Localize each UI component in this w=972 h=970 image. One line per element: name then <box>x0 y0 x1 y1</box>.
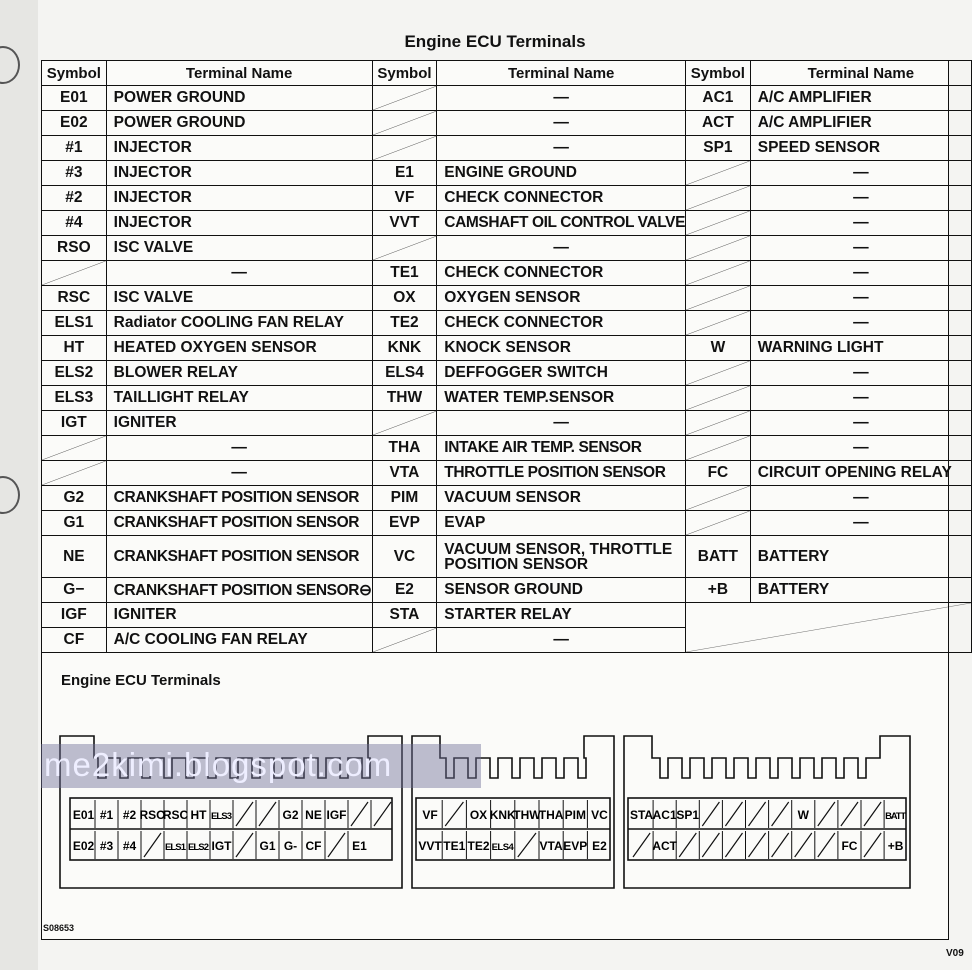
unused-pin-slash <box>518 833 536 857</box>
table-row <box>42 578 972 603</box>
table-row <box>42 536 972 578</box>
symbol-cell: VVT <box>372 211 437 236</box>
terminal-name-cell: — <box>106 436 372 461</box>
symbol-cell: E02 <box>42 111 107 136</box>
symbol-cell: EVP <box>372 511 437 536</box>
pin-label: ELS1 <box>165 842 186 853</box>
pin-label: RSO <box>139 808 166 822</box>
pin-label: VC <box>591 808 608 822</box>
pin-label: EVP <box>563 839 588 853</box>
symbol-cell: #3 <box>42 161 107 186</box>
pin-label: FC <box>841 839 858 853</box>
terminal-name-cell: ISC VALVE <box>106 236 372 261</box>
pin-label: KNK <box>489 808 516 822</box>
symbol-cell: FC <box>686 461 751 486</box>
symbol-cell: CF <box>42 628 107 653</box>
unused-slash <box>686 511 750 535</box>
symbol-cell: STA <box>372 603 437 628</box>
unused-slash <box>686 486 750 510</box>
terminal-name-cell: INTAKE AIR TEMP. SENSOR <box>437 436 686 461</box>
terminal-name-cell: — <box>437 86 686 111</box>
symbol-cell: NE <box>42 536 107 578</box>
symbol-cell: ELS2 <box>42 361 107 386</box>
unused-pin-slash <box>749 833 766 857</box>
symbol-cell <box>686 286 751 311</box>
terminal-name-cell: DEFFOGGER SWITCH <box>437 361 686 386</box>
unused-slash <box>686 161 750 185</box>
pin-label: ELS3 <box>211 811 232 822</box>
unused-pin-slash <box>818 802 835 826</box>
page-corner-code: V09 <box>946 948 964 959</box>
symbol-cell: THW <box>372 386 437 411</box>
terminal-name-cell: — <box>750 361 971 386</box>
unused-slash <box>373 86 437 110</box>
unused-pin-slash <box>236 833 253 857</box>
pin-label: BATT <box>885 811 907 822</box>
unused-pin-slash <box>772 833 789 857</box>
unused-pin-slash <box>679 833 696 857</box>
symbol-cell <box>686 186 751 211</box>
symbol-cell: VTA <box>372 461 437 486</box>
symbol-cell: AC1 <box>686 86 751 111</box>
unused-slash <box>686 186 750 210</box>
terminal-name-cell: INJECTOR <box>106 161 372 186</box>
terminal-name-cell: — <box>750 411 971 436</box>
pin-label: #1 <box>99 808 114 822</box>
unused-slash <box>686 361 750 385</box>
terminal-name-cell: — <box>750 211 971 236</box>
symbol-cell <box>372 411 437 436</box>
symbol-cell <box>686 261 751 286</box>
diagram-title: Engine ECU Terminals <box>61 672 221 689</box>
symbol-cell <box>372 111 437 136</box>
unused-slash <box>373 628 437 652</box>
terminal-name-cell: ISC VALVE <box>106 286 372 311</box>
symbol-cell <box>686 386 751 411</box>
terminal-name-cell: CRANKSHAFT POSITION SENSOR <box>106 511 372 536</box>
unused-pin-slash <box>445 802 463 826</box>
unused-pin-slash <box>633 833 650 857</box>
terminal-name-cell: — <box>750 436 971 461</box>
unused-pin-slash <box>818 833 835 857</box>
unused-pin-slash <box>144 833 161 857</box>
symbol-cell: E1 <box>372 161 437 186</box>
terminal-name-cell: INJECTOR <box>106 186 372 211</box>
symbol-cell: HT <box>42 336 107 361</box>
pin-label: #2 <box>122 808 137 822</box>
terminal-name-cell: — <box>750 511 971 536</box>
unused-pin-slash <box>236 802 253 826</box>
symbol-cell <box>42 461 107 486</box>
unused-pin-slash <box>702 833 719 857</box>
pin-label: VVT <box>418 839 442 853</box>
terminal-name-cell: POWER GROUND <box>106 86 372 111</box>
terminal-name-cell: STARTER RELAY <box>437 603 686 628</box>
terminal-name-cell: CAMSHAFT OIL CONTROL VALVE <box>437 211 686 236</box>
symbol-cell <box>686 361 751 386</box>
symbol-cell: #2 <box>42 186 107 211</box>
unused-pin-slash <box>864 833 881 857</box>
table-row <box>42 436 972 461</box>
symbol-cell <box>372 136 437 161</box>
terminal-name-cell: — <box>750 186 971 211</box>
terminal-name-cell: A/C AMPLIFIER <box>750 86 971 111</box>
pin-label: IGF <box>326 808 347 822</box>
unused-slash <box>373 111 437 135</box>
pin-label: TE2 <box>467 839 490 853</box>
symbol-cell <box>42 436 107 461</box>
terminal-name-cell: Radiator COOLING FAN RELAY <box>106 311 372 336</box>
unused-slash <box>373 411 437 435</box>
header-terminal-name: Terminal Name <box>106 61 372 86</box>
terminal-name-cell: POWER GROUND <box>106 111 372 136</box>
symbol-cell: IGF <box>42 603 107 628</box>
symbol-cell <box>372 236 437 261</box>
symbol-cell: G1 <box>42 511 107 536</box>
symbol-cell: RSC <box>42 286 107 311</box>
watermark-text: me2kimi.blogspot.com <box>44 746 393 783</box>
symbol-cell <box>372 628 437 653</box>
table-row <box>42 511 972 536</box>
terminal-name-cell: OXYGEN SENSOR <box>437 286 686 311</box>
table-row <box>42 336 972 361</box>
unused-slash <box>686 236 750 260</box>
terminal-name-cell: BLOWER RELAY <box>106 361 372 386</box>
terminal-name-cell: CHECK CONNECTOR <box>437 311 686 336</box>
unused-pin-slash <box>795 833 812 857</box>
symbol-cell: +B <box>686 578 751 603</box>
terminal-name-cell: CHECK CONNECTOR <box>437 186 686 211</box>
terminal-name-cell: INJECTOR <box>106 211 372 236</box>
pin-label: G1 <box>259 839 276 853</box>
unused-slash <box>42 261 106 285</box>
terminal-name-cell: A/C COOLING FAN RELAY <box>106 628 372 653</box>
terminal-name-cell: — <box>750 261 971 286</box>
pin-label: G2 <box>282 808 299 822</box>
pin-label: ELS4 <box>491 842 514 853</box>
pin-label: E1 <box>352 839 367 853</box>
symbol-cell: ACT <box>686 111 751 136</box>
symbol-cell <box>686 511 751 536</box>
header-terminal-name: Terminal Name <box>437 61 686 86</box>
pin-label: W <box>797 808 809 822</box>
unused-slash <box>686 603 971 652</box>
symbol-cell: SP1 <box>686 136 751 161</box>
terminal-name-cell: CIRCUIT OPENING RELAY <box>750 461 971 486</box>
symbol-cell: ELS4 <box>372 361 437 386</box>
symbol-cell: KNK <box>372 336 437 361</box>
symbol-cell: E01 <box>42 86 107 111</box>
pin-label: E2 <box>592 839 607 853</box>
terminal-name-cell: — <box>437 111 686 136</box>
terminal-name-cell: IGNITER <box>106 603 372 628</box>
terminal-name-cell: — <box>750 236 971 261</box>
connector-3 <box>622 734 912 890</box>
unused-pin-slash <box>725 802 742 826</box>
terminal-name-cell: BATTERY <box>750 578 971 603</box>
symbol-cell: G− <box>42 578 107 603</box>
pin-label: IGT <box>211 839 232 853</box>
symbol-cell <box>686 211 751 236</box>
unused-slash <box>686 311 750 335</box>
pin-label: #3 <box>99 839 114 853</box>
table-row <box>42 286 972 311</box>
pin-label: PIM <box>564 808 586 822</box>
pin-label: CF <box>305 839 322 853</box>
unused-pin-slash <box>725 833 742 857</box>
table-row <box>42 161 972 186</box>
symbol-cell: W <box>686 336 751 361</box>
unused-pin-slash <box>702 802 719 826</box>
terminal-name-cell: KNOCK SENSOR <box>437 336 686 361</box>
unused-slash <box>373 236 437 260</box>
header-terminal-name: Terminal Name <box>750 61 971 86</box>
pin-label: OX <box>469 808 488 822</box>
symbol-cell <box>686 236 751 261</box>
unused-slash <box>686 211 750 235</box>
unused-pin-slash <box>259 802 276 826</box>
pin-label: E01 <box>72 808 95 822</box>
unused-pin-slash <box>374 802 391 826</box>
pin-label: THW <box>513 808 541 822</box>
terminal-name-cell: — <box>106 461 372 486</box>
unused-slash <box>373 136 437 160</box>
pin-label: +B <box>887 839 904 853</box>
terminal-name-cell: — <box>106 261 372 286</box>
terminal-name-cell: — <box>437 411 686 436</box>
figure-code: S08653 <box>43 923 75 933</box>
symbol-cell <box>42 261 107 286</box>
table-row <box>42 136 972 161</box>
terminal-table <box>41 60 972 653</box>
symbol-cell: G2 <box>42 486 107 511</box>
unused-pin-slash <box>351 802 368 826</box>
terminal-name-cell: — <box>437 628 686 653</box>
unused-slash <box>42 436 106 460</box>
terminal-name-cell: CRANKSHAFT POSITION SENSOR⊖ <box>106 578 372 603</box>
table-row <box>42 236 972 261</box>
symbol-cell: #1 <box>42 136 107 161</box>
symbol-cell: E2 <box>372 578 437 603</box>
terminal-name-cell: BATTERY <box>750 536 971 578</box>
terminal-name-cell: — <box>437 236 686 261</box>
terminal-name-cell: CRANKSHAFT POSITION SENSOR <box>106 536 372 578</box>
table-row <box>42 86 972 111</box>
pin-label: HT <box>190 808 207 822</box>
symbol-cell: RSO <box>42 236 107 261</box>
symbol-cell: VF <box>372 186 437 211</box>
symbol-cell <box>686 436 751 461</box>
symbol-cell: #4 <box>42 211 107 236</box>
terminal-name-cell: EVAP <box>437 511 686 536</box>
symbol-cell <box>686 161 751 186</box>
terminal-name-cell: IGNITER <box>106 411 372 436</box>
unused-pin-slash <box>772 802 789 826</box>
symbol-cell: PIM <box>372 486 437 511</box>
symbol-cell: THA <box>372 436 437 461</box>
terminal-name-cell: CHECK CONNECTOR <box>437 261 686 286</box>
symbol-cell: OX <box>372 286 437 311</box>
symbol-cell: BATT <box>686 536 751 578</box>
terminal-name-cell: — <box>750 286 971 311</box>
terminal-name-cell: HEATED OXYGEN SENSOR <box>106 336 372 361</box>
terminal-name-cell: SENSOR GROUND <box>437 578 686 603</box>
symbol-cell: VC <box>372 536 437 578</box>
terminal-name-cell: A/C AMPLIFIER <box>750 111 971 136</box>
terminal-name-cell: VACUUM SENSOR <box>437 486 686 511</box>
pin-label: #4 <box>122 839 137 853</box>
header-symbol: Symbol <box>372 61 437 86</box>
unused-slash <box>686 286 750 310</box>
terminal-name-cell: ENGINE GROUND <box>437 161 686 186</box>
terminal-name-cell: — <box>437 136 686 161</box>
unused-pin-slash <box>749 802 766 826</box>
symbol-cell <box>686 311 751 336</box>
table-row <box>42 186 972 211</box>
terminal-name-cell: — <box>750 161 971 186</box>
symbol-cell: ELS3 <box>42 386 107 411</box>
pin-label: THA <box>538 808 564 822</box>
unused-slash <box>686 261 750 285</box>
terminal-name-cell: CRANKSHAFT POSITION SENSOR <box>106 486 372 511</box>
pin-label: TE1 <box>443 839 466 853</box>
symbol-cell <box>372 86 437 111</box>
unused-slash <box>42 461 106 485</box>
table-row <box>42 386 972 411</box>
table-row <box>42 486 972 511</box>
pin-label: ACT <box>652 839 677 853</box>
table-row <box>42 111 972 136</box>
unused-slash <box>686 436 750 460</box>
blank-merged-cell <box>686 603 972 653</box>
pin-label: NE <box>305 808 322 822</box>
pin-label: E02 <box>72 839 95 853</box>
unused-slash <box>686 386 750 410</box>
pin-label: ELS2 <box>188 842 209 853</box>
terminal-name-cell: THROTTLE POSITION SENSOR <box>437 461 686 486</box>
pin-label: STA <box>629 808 654 822</box>
terminal-name-cell: — <box>750 311 971 336</box>
header-symbol: Symbol <box>42 61 107 86</box>
pin-label: VF <box>422 808 438 822</box>
pin-label: AC1 <box>652 808 677 822</box>
table-row <box>42 311 972 336</box>
table-row <box>42 603 972 628</box>
terminal-name-cell: — <box>750 486 971 511</box>
symbol-cell: TE1 <box>372 261 437 286</box>
table-row <box>42 461 972 486</box>
unused-slash <box>686 411 750 435</box>
symbol-cell: TE2 <box>372 311 437 336</box>
pin-label: SP1 <box>676 808 700 822</box>
unused-pin-slash <box>841 802 858 826</box>
symbol-cell: IGT <box>42 411 107 436</box>
unused-pin-slash <box>328 833 345 857</box>
pin-label: G- <box>283 839 298 853</box>
table-row <box>42 261 972 286</box>
pin-label: RSC <box>162 808 189 822</box>
symbol-cell <box>686 411 751 436</box>
table-row <box>42 411 972 436</box>
terminal-name-cell: WATER TEMP.SENSOR <box>437 386 686 411</box>
terminal-name-cell: INJECTOR <box>106 136 372 161</box>
table-header-row <box>42 61 972 86</box>
unused-pin-slash <box>864 802 881 826</box>
symbol-cell <box>686 486 751 511</box>
terminal-name-cell: WARNING LIGHT <box>750 336 971 361</box>
table-row <box>42 361 972 386</box>
terminal-name-cell: SPEED SENSOR <box>750 136 971 161</box>
symbol-cell: ELS1 <box>42 311 107 336</box>
pin-label: VTA <box>539 839 563 853</box>
terminal-name-cell: TAILLIGHT RELAY <box>106 386 372 411</box>
terminal-name-cell: — <box>750 386 971 411</box>
table-row <box>42 211 972 236</box>
header-symbol: Symbol <box>686 61 751 86</box>
terminal-name-cell: VACUUM SENSOR, THROTTLE POSITION SENSOR <box>437 536 686 578</box>
page-title: Engine ECU Terminals <box>404 32 586 51</box>
